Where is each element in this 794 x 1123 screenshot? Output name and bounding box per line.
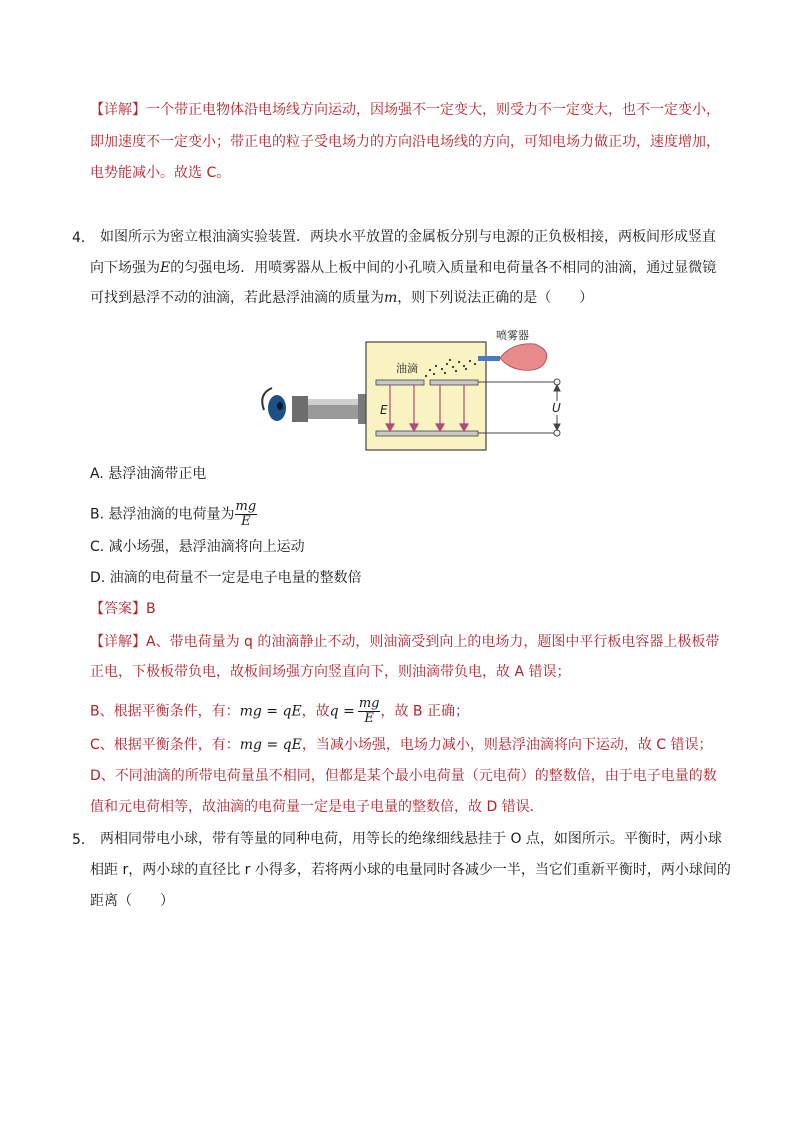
q4-line1: 如图所示为密立根油滴实验装置．两块水平放置的金属板分别与电源的正负极相接，两板间形成竖直 xyxy=(100,229,716,245)
q4-line3-b: ，则下列说法正确的是（ ） xyxy=(397,290,594,306)
upper-plate-right xyxy=(430,380,478,385)
detail-c-a: C、根据平衡条件，有： xyxy=(90,737,240,753)
q5-line2: 相距 r，两小球的直径比 r 小得多，若将两小球的电量同时各减少一半，当它们重新平衡时，两小球间的 xyxy=(90,862,731,878)
detail-b-a: B、根据平衡条件，有： xyxy=(90,703,240,720)
option-d: D. 油滴的电荷量不一定是电子电量的整数倍 xyxy=(90,570,362,586)
detail-b-b: ，故 xyxy=(301,703,330,720)
option-a: A. 悬浮油滴带正电 xyxy=(90,466,207,482)
detail-c-line xyxy=(90,735,713,755)
sprayer-label: 喷雾器 xyxy=(496,329,529,342)
answer-line xyxy=(90,599,156,619)
detail-b-fraction xyxy=(358,697,381,726)
q4-line2-a: 向下场强为 xyxy=(90,260,160,276)
answer-tag: 【答案】 xyxy=(90,601,146,617)
explain-prev-line3: 电势能减小。故选 C。 xyxy=(90,165,231,181)
voltage-label: U xyxy=(552,401,561,415)
option-b-num: mg xyxy=(235,499,257,514)
option-c: C. 减小场强，悬浮油滴将向上运动 xyxy=(90,539,305,555)
detail-b-eq1: mg = qE xyxy=(239,703,302,720)
explain-prev-line2: 即加速度不一定变小；带正电的粒子受电场力的方向沿电场线的方向，可知电场力做正功，速度增加， xyxy=(90,134,720,150)
option-b xyxy=(90,500,257,529)
detail-b-num: mg xyxy=(358,696,380,711)
explain-prev-line1 xyxy=(90,100,720,120)
q4-line2 xyxy=(90,258,716,278)
upper-plate xyxy=(376,380,424,385)
answer-value: B xyxy=(146,601,156,617)
detail-b-q: q = xyxy=(329,703,355,720)
circuit-wires xyxy=(478,382,555,433)
millikan-apparatus-figure xyxy=(250,322,590,452)
droplet-label: 油滴 xyxy=(396,362,418,375)
microscope-icon xyxy=(292,394,366,424)
explain-prev-text1: 一个带正电物体沿电场线方向运动，因场强不一定变大，则受力不一定变大，也不一定变小， xyxy=(146,102,720,118)
detail-a-line2: 正电，下极板带负电，故板间场强方向竖直向下，则油滴带负电，故 A 错误； xyxy=(90,664,571,680)
detail-b-c: ，故 B 正确； xyxy=(380,703,469,720)
lower-plate xyxy=(376,431,478,436)
field-label: E xyxy=(380,403,388,417)
option-b-fraction xyxy=(235,500,258,529)
explain-tag: 【详解】 xyxy=(90,102,146,118)
detail-d-line1: D、不同油滴的所带电荷量虽不相同，但都是某个最小电荷量（元电荷）的整数倍，由于电子电量的数 xyxy=(90,768,717,784)
q4-line2-b: 的匀强电场．用喷雾器从上板中间的小孔喷入质量和电荷量各不相同的油滴，通过显微镜 xyxy=(170,260,717,276)
detail-tag: 【详解】 xyxy=(90,634,146,650)
detail-a-line1 xyxy=(90,632,719,652)
q4-line3 xyxy=(90,288,593,308)
q5-line1: 两相同带电小球，带有等量的同种电荷，用等长的绝缘细线悬挂于 O 点，如图所示。平衡时，两小球 xyxy=(100,831,722,847)
eye-icon xyxy=(262,388,286,421)
q4-line3-a: 可找到悬浮不动的油滴，若此悬浮油滴的质量为 xyxy=(90,290,384,306)
option-b-text: B. 悬浮油滴的电荷量为 xyxy=(90,506,235,523)
option-b-den: E xyxy=(241,514,251,529)
q4-mass-symbol: m xyxy=(384,290,398,306)
q5-line3: 距离（ ） xyxy=(90,893,174,909)
q4-field-symbol: E xyxy=(160,260,171,276)
detail-c-b: ，当减小场强，电场力减小，则悬浮油滴将向下运动，故 C 错误； xyxy=(301,737,713,753)
q4-number: 4． xyxy=(72,230,95,246)
q5-number: 5． xyxy=(72,832,95,848)
detail-b-line xyxy=(90,697,469,726)
detail-b-den: E xyxy=(364,711,374,726)
detail-d-line2: 值和元电荷相等，故油滴的电荷量一定是电子电量的整数倍，故 D 错误． xyxy=(90,799,544,815)
sprayer-icon xyxy=(478,344,547,371)
detail-c-eq: mg = qE xyxy=(239,737,302,753)
detail-a-text1: A、带电荷量为 q 的油滴静止不动，则油滴受到向上的电场力，题图中平行板电容器上极板带 xyxy=(146,634,720,650)
